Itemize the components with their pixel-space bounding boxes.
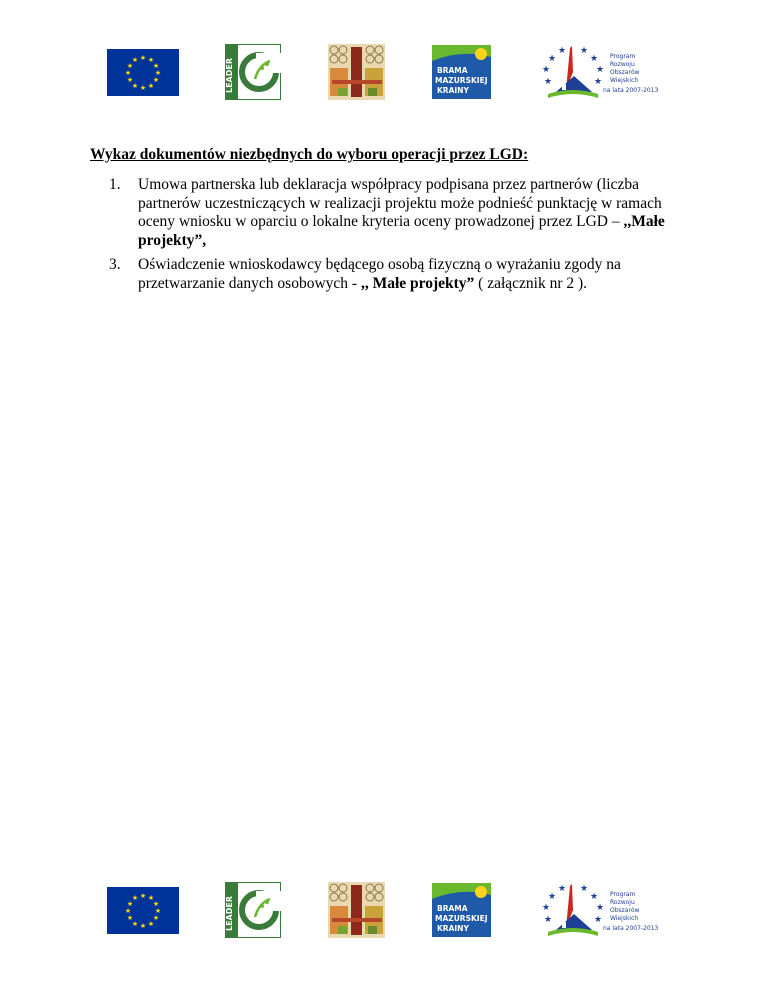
prow-line-5: na lata 2007-2013 — [603, 87, 659, 94]
svg-text:KRAINY: KRAINY — [437, 86, 469, 95]
svg-text:LEADER: LEADER — [225, 895, 234, 931]
svg-text:★: ★ — [152, 900, 160, 908]
leader-logo-icon — [225, 882, 281, 938]
svg-text:★: ★ — [154, 907, 162, 915]
svg-text:★: ★ — [131, 56, 139, 64]
svg-text:★: ★ — [126, 914, 134, 922]
svg-text:★: ★ — [131, 920, 139, 928]
leader-logo-icon — [225, 44, 281, 100]
svg-text:★: ★ — [154, 69, 162, 77]
prow-line-3: Obszarów — [610, 69, 640, 76]
food-illustration-icon — [328, 882, 385, 938]
svg-text:★: ★ — [147, 894, 155, 902]
prow-line-4: Wiejskich — [610, 77, 639, 84]
svg-text:★: ★ — [547, 54, 557, 64]
svg-text:★: ★ — [131, 894, 139, 902]
svg-text:★: ★ — [595, 65, 605, 75]
list-item-body: Oświadczenie wnioskodawcy będącego osobą fizyczną o wyrażaniu zgody na przetwarzanie danych osobowych - — [138, 256, 621, 292]
svg-text:BRAMA: BRAMA — [437, 66, 468, 75]
svg-text:★: ★ — [131, 82, 139, 90]
svg-text:★: ★ — [126, 62, 134, 70]
svg-text:★: ★ — [547, 892, 557, 902]
svg-text:★: ★ — [595, 903, 605, 913]
prow-line-5: na lata 2007-2013 — [603, 925, 659, 932]
svg-text:★: ★ — [557, 46, 567, 56]
food-illustration-icon — [328, 44, 385, 100]
svg-text:★: ★ — [152, 76, 160, 84]
svg-text:★: ★ — [579, 46, 589, 56]
prow-line-4: Wiejskich — [610, 915, 639, 922]
svg-text:★: ★ — [541, 903, 551, 913]
list-item-after: ( załącznik nr 2 ). — [474, 274, 588, 292]
svg-text:★: ★ — [152, 62, 160, 70]
svg-text:★: ★ — [557, 884, 567, 894]
eu-flag-icon — [107, 49, 179, 96]
header-logos — [0, 42, 768, 102]
svg-text:★: ★ — [126, 76, 134, 84]
svg-text:★: ★ — [126, 900, 134, 908]
prow-line-1: Program — [610, 891, 636, 898]
brama-logo-icon — [432, 45, 491, 99]
svg-text:★: ★ — [589, 54, 599, 64]
eu-flag-icon — [107, 887, 179, 934]
list-item-text — [138, 256, 698, 293]
svg-text:★: ★ — [139, 54, 147, 62]
prow-logo-icon — [536, 42, 668, 102]
svg-text:KRAINY: KRAINY — [437, 924, 469, 933]
svg-text:★: ★ — [541, 65, 551, 75]
prow-line-2: Rozwoju — [610, 899, 635, 906]
list-item-number: 3. — [109, 256, 121, 273]
document-title: Wykaz dokumentów niezbędnych do wyboru operacji przez LGD: — [90, 146, 529, 163]
list-item-body: Umowa partnerska lub deklaracja współpracy podpisana przez partnerów (liczba partnerów uczestniczących w realizacji projektu może podnieść punktację w ramach oceny wniosku w oparciu o lokalne kryteria oceny prowadzonej przez LGD – — [138, 176, 662, 230]
svg-text:★: ★ — [147, 56, 155, 64]
svg-text:★: ★ — [543, 77, 553, 87]
brama-logo-icon — [432, 883, 491, 937]
svg-text:★: ★ — [139, 84, 147, 92]
svg-text:LEADER: LEADER — [225, 57, 234, 93]
list-item-bold: ,, Małe projekty” — [360, 274, 475, 292]
list-item-text — [138, 176, 698, 250]
list-item-number: 1. — [109, 176, 121, 193]
prow-line-2: Rozwoju — [610, 61, 635, 68]
prow-line-3: Obszarów — [610, 907, 640, 914]
prow-logo-icon — [536, 880, 668, 940]
prow-line-1: Program — [610, 53, 636, 60]
svg-text:★: ★ — [543, 915, 553, 925]
svg-text:★: ★ — [579, 884, 589, 894]
svg-text:★: ★ — [147, 82, 155, 90]
svg-text:★: ★ — [152, 914, 160, 922]
svg-text:★: ★ — [593, 915, 603, 925]
svg-text:★: ★ — [593, 77, 603, 87]
svg-text:★: ★ — [124, 69, 132, 77]
svg-text:★: ★ — [139, 892, 147, 900]
svg-text:MAZURSKIEJ: MAZURSKIEJ — [435, 76, 488, 85]
list-item-bold: ,,Małe projekty”, — [138, 213, 665, 249]
svg-text:★: ★ — [147, 920, 155, 928]
footer-logos — [0, 880, 768, 940]
svg-text:★: ★ — [124, 907, 132, 915]
svg-text:★: ★ — [589, 892, 599, 902]
svg-text:BRAMA: BRAMA — [437, 904, 468, 913]
svg-text:MAZURSKIEJ: MAZURSKIEJ — [435, 914, 488, 923]
svg-text:★: ★ — [139, 922, 147, 930]
